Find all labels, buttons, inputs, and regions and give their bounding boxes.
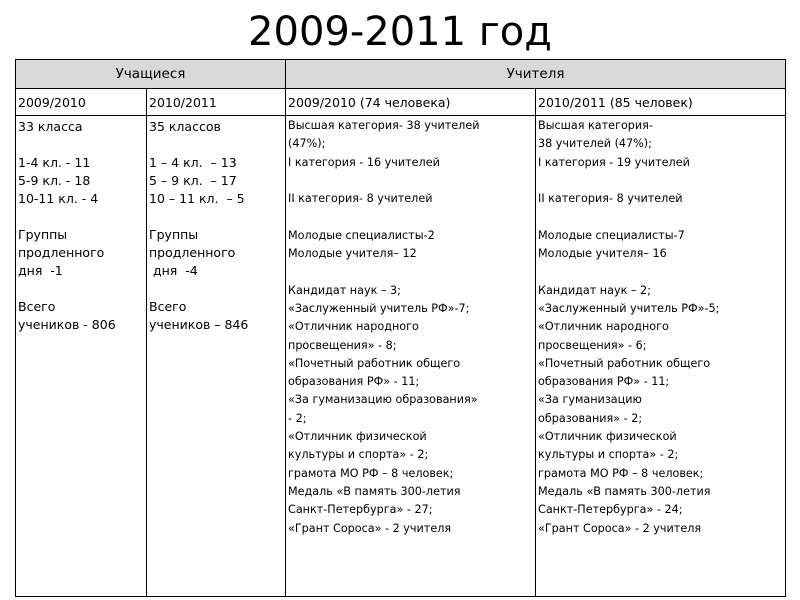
cell-students-2009: 33 класса 1-4 кл. - 11 5-9 кл. - 18 10-11 кл. - 4 Группы продленного дня -1 Всего учеников - 806 bbox=[16, 116, 147, 597]
subheader-teachers-2010: 2010/2011 (85 человек) bbox=[536, 89, 786, 116]
cell-teachers-2009: Высшая категория- 38 учителей (47%); I категория - 16 учителей II категория- 8 учителей Молодые специалисты-2 Молодые учителя– 12 Кандидат наук – 3; «Заслуженный учитель РФ»-7; «Отличник народного просвещения» - 8; «Почетный работник общего образования РФ» - 11; «За гуманизацию образования» - 2; «Отличник физической культуры и спорта» - 2; грамота МО РФ – 8 человек; Медаль «В память 300-летия Санкт-Петербурга» - 27; «Грант Сороса» - 2 учителя bbox=[286, 116, 536, 597]
cell-students-2010: 35 классов 1 – 4 кл. – 13 5 – 9 кл. – 17 10 – 11 кл. – 5 Группы продленного дня -4 Всего учеников – 846 bbox=[147, 116, 286, 597]
header-teachers: Учителя bbox=[286, 60, 786, 89]
cell-teachers-2010: Высшая категория- 38 учителей (47%); I категория - 19 учителей II категория- 8 учителей Молодые специалисты-7 Молодые учителя– 16 Кандидат наук – 2; «Заслуженный учитель РФ»-5; «Отличник народного просвещения» - 6; «Почетный работник общего образования РФ» - 11; «За гуманизацию образования» - 2; «Отличник физической культуры и спорта» - 2; грамота МО РФ – 8 человек; Медаль «В память 300-летия Санкт-Петербурга» - 24; «Грант Сороса» - 2 учителя bbox=[536, 116, 786, 597]
group-header-row bbox=[16, 60, 786, 89]
header-students: Учащиеся bbox=[16, 60, 286, 89]
subheader-teachers-2009: 2009/2010 (74 человека) bbox=[286, 89, 536, 116]
subheader-students-2010: 2010/2011 bbox=[147, 89, 286, 116]
year-header-row bbox=[16, 89, 786, 116]
statistics-table bbox=[15, 59, 786, 597]
data-row bbox=[16, 116, 786, 597]
subheader-students-2009: 2009/2010 bbox=[16, 89, 147, 116]
page-title: 2009-2011 год bbox=[248, 9, 552, 55]
